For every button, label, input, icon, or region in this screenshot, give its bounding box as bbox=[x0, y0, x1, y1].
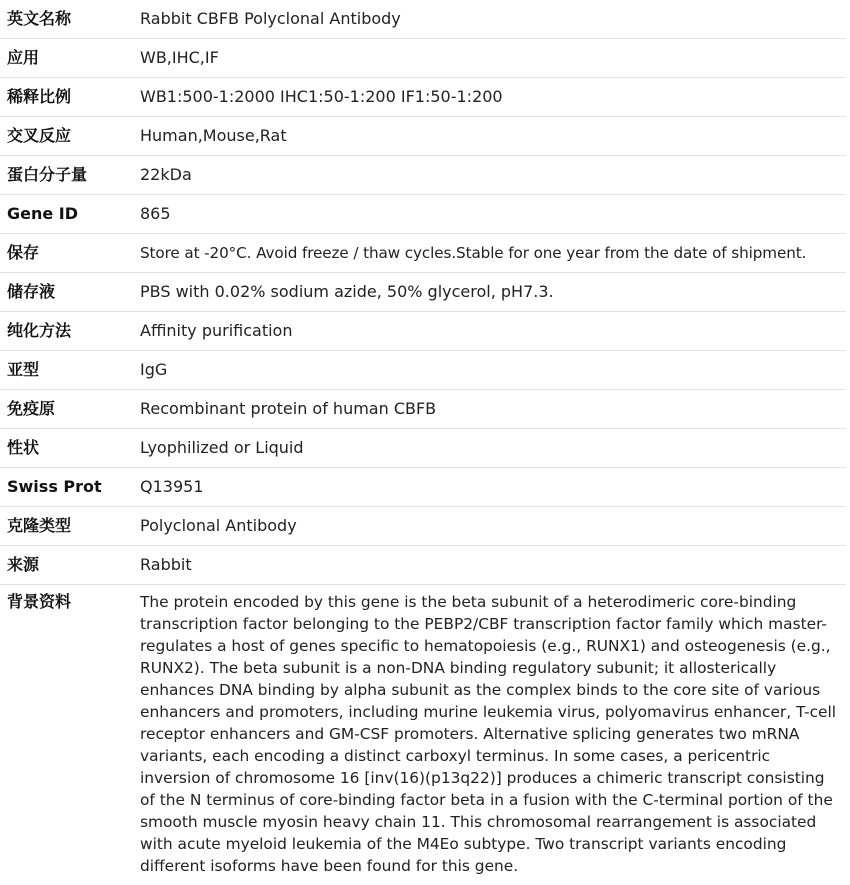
row-value: Store at -20°C. Avoid freeze / thaw cycles.Stable for one year from the date of shipment. bbox=[127, 234, 846, 273]
row-value: 22kDa bbox=[127, 156, 846, 195]
table-row bbox=[0, 234, 846, 273]
row-value: Polyclonal Antibody bbox=[127, 507, 846, 546]
row-label: 纯化方法 bbox=[0, 312, 127, 351]
row-label: 背景资料 bbox=[0, 585, 127, 885]
row-value: WB1:500-1:2000 IHC1:50-1:200 IF1:50-1:200 bbox=[127, 78, 846, 117]
row-label: 保存 bbox=[0, 234, 127, 273]
table-row bbox=[0, 312, 846, 351]
table-row bbox=[0, 117, 846, 156]
row-value: Human,Mouse,Rat bbox=[127, 117, 846, 156]
row-value: Rabbit CBFB Polyclonal Antibody bbox=[127, 0, 846, 39]
table-row bbox=[0, 468, 846, 507]
table-row bbox=[0, 351, 846, 390]
table-row bbox=[0, 78, 846, 117]
row-value: IgG bbox=[127, 351, 846, 390]
row-label: 储存液 bbox=[0, 273, 127, 312]
table-row bbox=[0, 273, 846, 312]
row-value: Rabbit bbox=[127, 546, 846, 585]
row-label: 交叉反应 bbox=[0, 117, 127, 156]
row-value: WB,IHC,IF bbox=[127, 39, 846, 78]
table-row bbox=[0, 390, 846, 429]
row-label: 克隆类型 bbox=[0, 507, 127, 546]
row-label: Gene ID bbox=[0, 195, 127, 234]
row-label: Swiss Prot bbox=[0, 468, 127, 507]
row-value: Affinity purification bbox=[127, 312, 846, 351]
row-label: 英文名称 bbox=[0, 0, 127, 39]
row-value: 865 bbox=[127, 195, 846, 234]
table-row bbox=[0, 507, 846, 546]
background-text: The protein encoded by this gene is the beta subunit of a heterodimeric core-binding transcription factor belonging to the PEBP2/CBF transcription factor family which master-regulates a host of genes specific to hematopoiesis (e.g., RUNX1) and osteogenesis (e.g., RUNX2). The beta subunit is a non-DNA binding regulatory subunit; it allosterically enhances DNA binding by alpha subunit as the complex binds to the core site of various enhancers and promoters, including murine leukemia virus, polyomavirus enhancer, T-cell receptor enhancers and GM-CSF promoters. Alternative splicing generates two mRNA variants, each encoding a distinct carboxyl terminus. In some cases, a pericentric inversion of chromosome 16 [inv(16)(p13q22)] produces a chimeric transcript consisting of the N terminus of core-binding factor beta in a fusion with the C-terminal portion of the smooth muscle myosin heavy chain 11. This chromosomal rearrangement is associated with acute myeloid leukemia of the M4Eo subtype. Two transcript variants encoding different isoforms have been found for this gene. bbox=[127, 585, 846, 885]
table-row bbox=[0, 195, 846, 234]
row-value: PBS with 0.02% sodium azide, 50% glycerol, pH7.3. bbox=[127, 273, 846, 312]
row-label: 性状 bbox=[0, 429, 127, 468]
row-label: 应用 bbox=[0, 39, 127, 78]
row-label: 免疫原 bbox=[0, 390, 127, 429]
row-label: 亚型 bbox=[0, 351, 127, 390]
table-row bbox=[0, 0, 846, 39]
table-row bbox=[0, 546, 846, 585]
table-row bbox=[0, 429, 846, 468]
table-row bbox=[0, 156, 846, 195]
row-label: 来源 bbox=[0, 546, 127, 585]
row-label: 稀释比例 bbox=[0, 78, 127, 117]
table-row bbox=[0, 585, 846, 885]
row-value: Recombinant protein of human CBFB bbox=[127, 390, 846, 429]
row-value: Lyophilized or Liquid bbox=[127, 429, 846, 468]
table-row bbox=[0, 39, 846, 78]
row-label: 蛋白分子量 bbox=[0, 156, 127, 195]
row-value: Q13951 bbox=[127, 468, 846, 507]
